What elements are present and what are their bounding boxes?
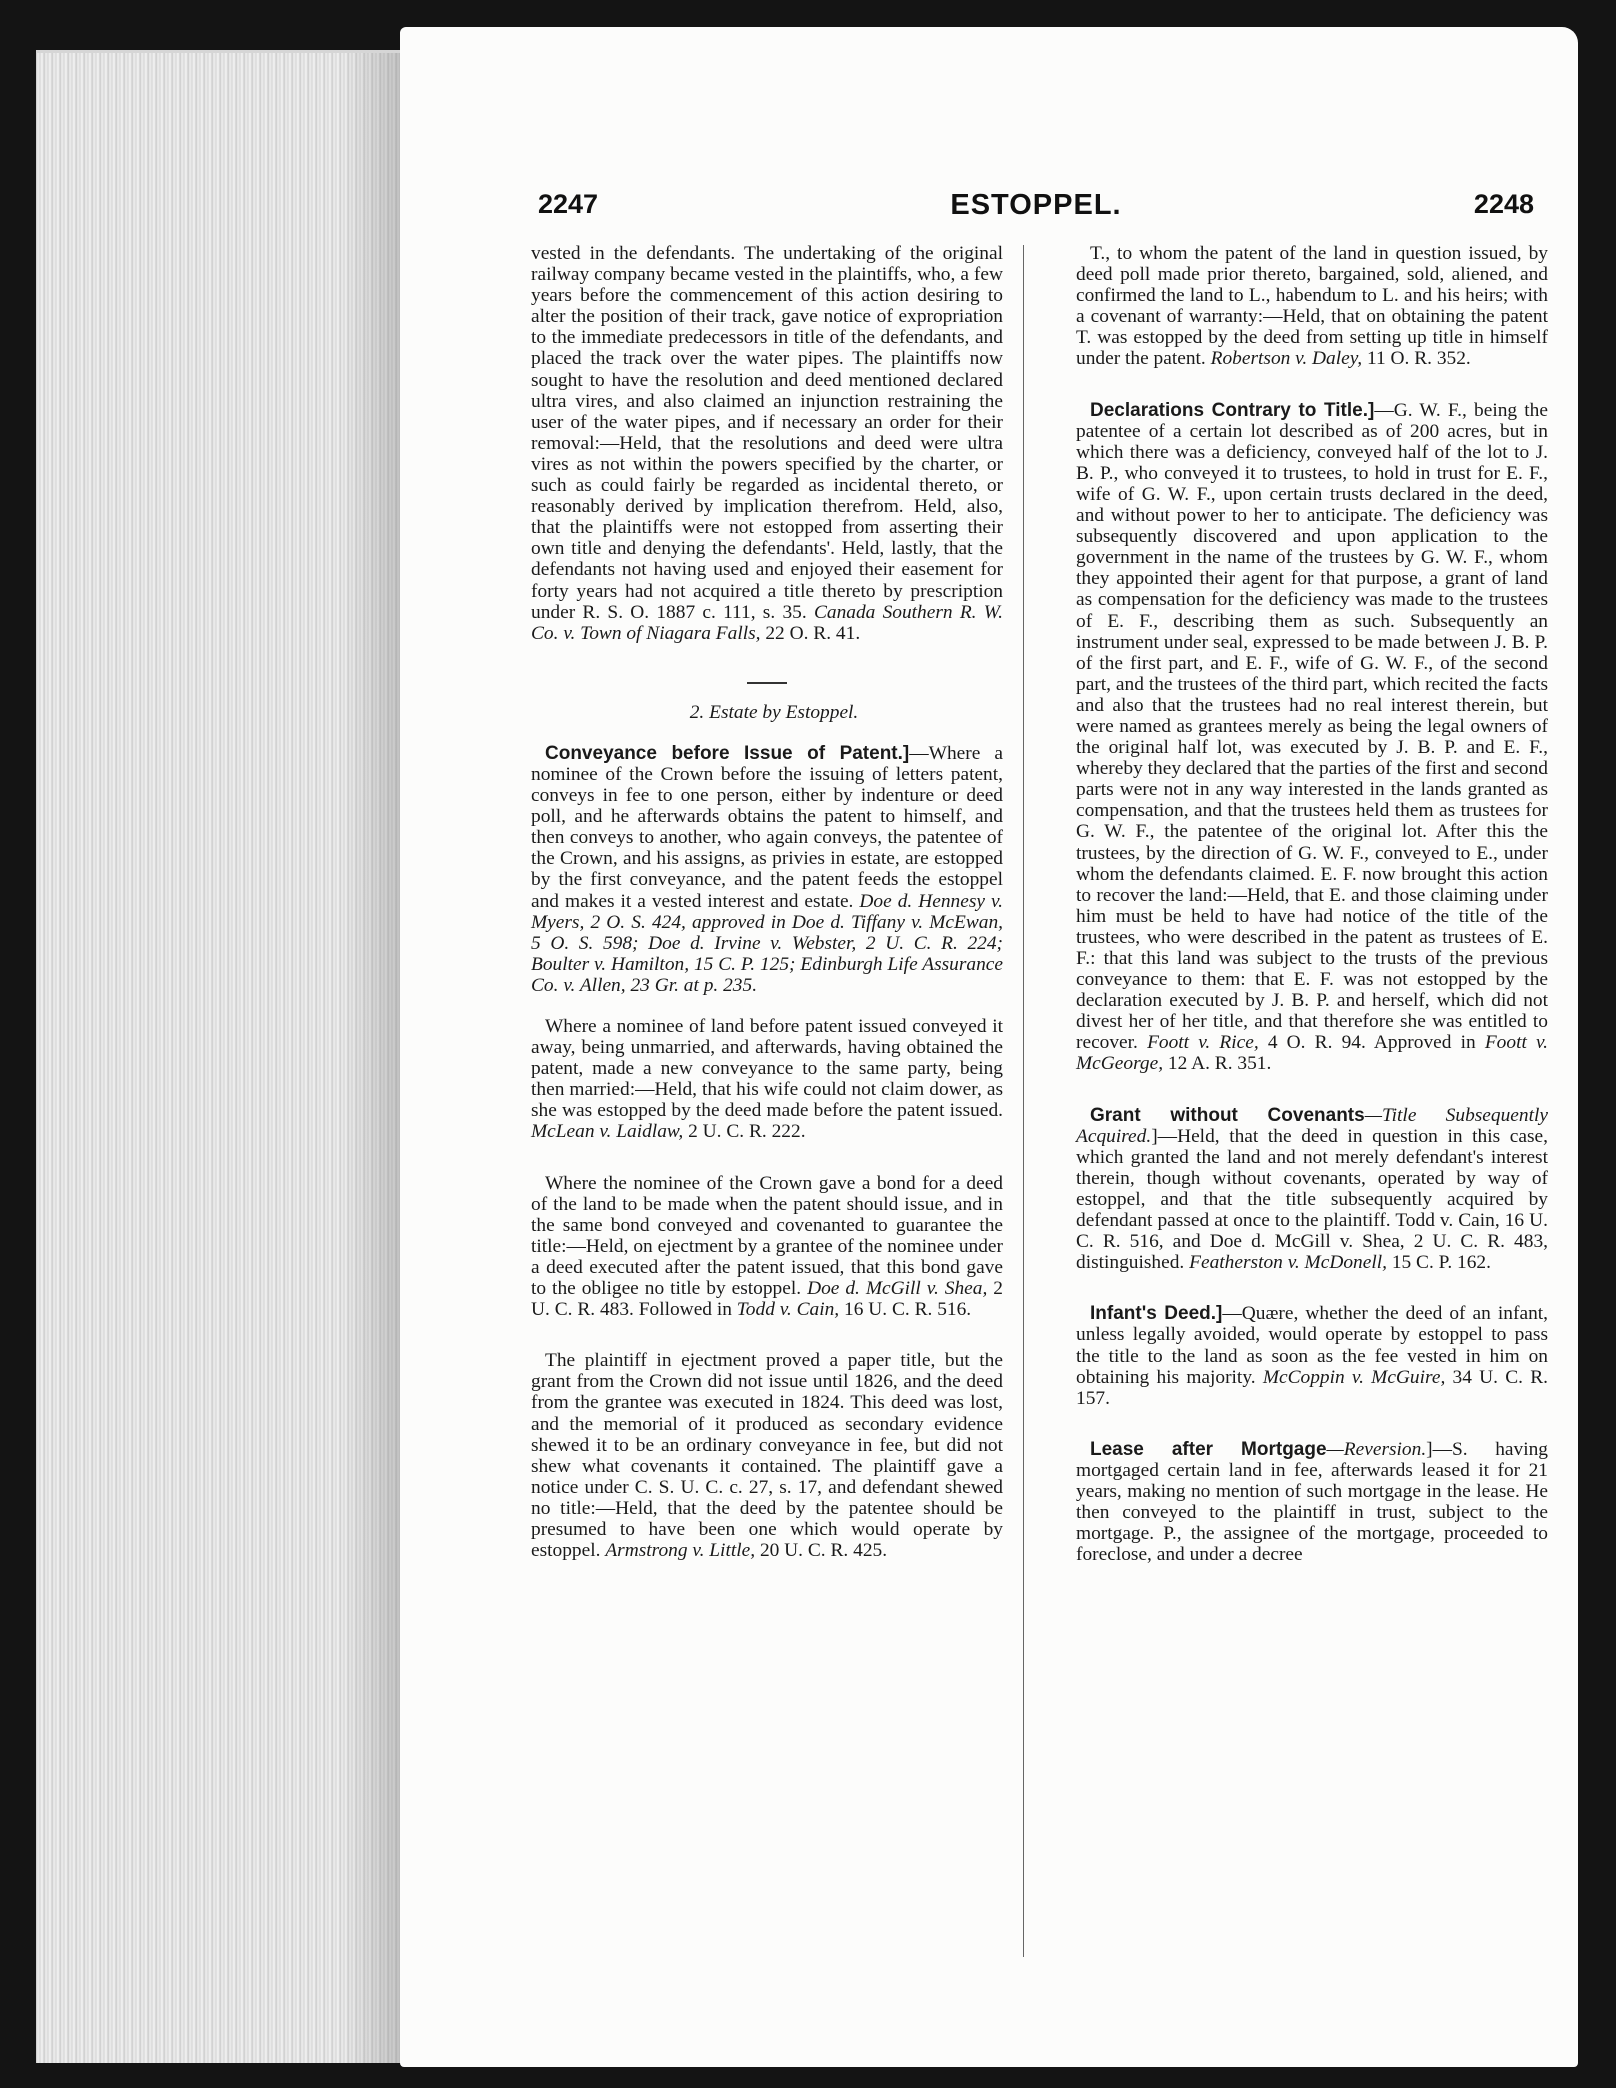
section-title: 2. Estate by Estoppel. [689, 701, 859, 723]
paragraph-heading: Declarations Contrary to Title.] [1090, 399, 1375, 421]
paragraph-heading: Conveyance before Issue of Patent.] [545, 742, 910, 764]
column-divider [1023, 245, 1024, 1957]
page-number-right: 2248 [1473, 189, 1534, 219]
paragraph: Where a nominee of land before patent issued conveyed it away, being unmarried, and afterwards, having obtained the patent, made a new conveyance to the same party, being then married:—Held, that his wife could not claim dower, as she was estopped by the deed made before the patent issued. McLean v. Laidlaw, 2 U. C. R. 222. [531, 1016, 1003, 1143]
paragraph: The plaintiff in ejectment proved a paper title, but the grant from the Crown did not issue until 1826, and the deed from the grantee was executed in 1824. This deed was lost, and the memorial of it produced as secondary evidence shewed it to be an ordinary conveyance in fee, but did not shew what covenants it contained. The plaintiff gave a notice under C. S. U. C. c. 27, s. 17, and defendant shewed no title:—Held, that the deed by the patentee should be presumed to have been one which would operate by estoppel. Armstrong v. Little, 20 U. C. R. 425. [531, 1350, 1003, 1562]
paragraph-heading: Infant's Deed.] [1090, 1303, 1223, 1325]
paragraph: Grant without Covenants—Title Subsequently Acquired.]—Held, that the deed in question in this case, which granted the land and not merely defendant's interest therein, though without covenants, operated by way of estoppel, and that the title subsequently acquired by defendant passed at once to the plaintiff. Todd v. Cain, 16 U. C. R. 516, and Doe d. McGill v. Shea, 2 U. C. R. 483, distinguished. Featherston v. McDonell, 15 C. P. 162. [1076, 1104, 1548, 1274]
paragraph-heading: Grant without Covenants [1090, 1104, 1365, 1126]
book-page [400, 27, 1578, 2067]
paragraph: Lease after Mortgage—Reversion.]—S. having mortgaged certain land in fee, afterwards leased it for 21 years, making no mention of such mortgage in the lease. He then conveyed to the plaintiff in trust, subject to the mortgage. P., the assignee of the mortgage, proceeded to foreclose, and under a decree [1076, 1438, 1548, 1566]
left-column [531, 243, 1003, 1581]
page-number-left: 2247 [538, 189, 599, 219]
paragraph: Conveyance before Issue of Patent.]—Where a nominee of the Crown before the issuing of letters patent, conveys in fee to one person, either by indenture or deed poll, and he afterwards obtains the patent to himself, and then conveys to another, who again conveys, the patentee of the Crown, and his assigns, as privies in estate, are estopped by the first conveyance, and the patent feeds the estoppel and makes it a vested interest and estate. Doe d. Hennesy v. Myers, 2 O. S. 424, approved in Doe d. Tiffany v. McEwan, 5 O. S. 598; Doe d. Irvine v. Webster, 2 U. C. R. 224; Boulter v. Hamilton, 15 C. P. 125; Edinburgh Life Assurance Co. v. Allen, 23 Gr. at p. 235. [531, 742, 1004, 996]
page-title: ESTOPPEL. [950, 189, 1122, 221]
paragraph: T., to whom the patent of the land in question issued, by deed poll made prior thereto, bargained, sold, aliened, and confirmed the land to L., habendum to L. and his heirs; with a covenant of warranty:—Held, that on obtaining the patent T. was estopped by the deed from setting up title in himself under the patent. Robertson v. Daley, 11 O. R. 352. [1076, 243, 1548, 370]
book-page-edges [36, 50, 402, 2063]
running-header [538, 189, 1534, 229]
right-column [1076, 243, 1548, 1585]
section-rule [747, 682, 787, 684]
paragraph: Infant's Deed.]—Quære, whether the deed of an infant, unless legally avoided, would operate by estoppel to pass the title to the land as soon as the fee vested in him on obtaining his majority. McCoppin v. McGuire, 34 U. C. R. 157. [1076, 1303, 1548, 1409]
paragraph: Where the nominee of the Crown gave a bond for a deed of the land to be made when the patent should issue, and in the same bond conveyed and covenanted to guarantee the title:—Held, on ejectment by a grantee of the nominee under a deed executed after the patent issued, that this bond gave to the obligee no title by estoppel. Doe d. McGill v. Shea, 2 U. C. R. 483. Followed in Todd v. Cain, 16 U. C. R. 516. [531, 1172, 1003, 1321]
paragraph: Declarations Contrary to Title.]—G. W. F., being the patentee of a certain lot described as of 200 acres, but in which there was a deficiency, conveyed half of the lot to J. B. P., who conveyed it to trustees, to hold in trust for E. F., wife of G. W. F., upon certain trusts declared in the deed, and without power to her to anticipate. The deficiency was subsequently discovered and upon application to the government in the name of the trustees by G. W. F., whom they appointed their agent for that purpose, a grant of land as compensation for the deficiency was made to the trustees of E. F., describing them as such. Subsequently an instrument under seal, expressed to be made between J. B. P. of the first part, and E. F., wife of G. W. F., of the second part, and the trustees of the third part, which recited the facts and also that the trustees had no real interest therein, but were named as grantees merely as being the legal owners of the original half lot, was executed by J. B. P. and E. F., whereby they declared that the parties of the first and second parts were not in any way interested in the lands granted as compensation, and that the trustees held them as trustees for G. W. F., the patentee of the original lot. After this the trustees, by the direction of G. W. F., conveyed to E., under whom the defendants claimed. E. F. now brought this action to recover the land:—Held, that E. and those claiming under him must be held to have had notice of the title of the trustees, who were described in the patent as trustees of E. F.: that this land was subject to the trusts of the previous conveyance to them: that E. F. was not estopped by the declaration executed by J. B. P. and herself, which did not divest her of her title, and that therefore she was entitled to recover. Foott v. Rice, 4 O. R. 94. Approved in Foott v. McGeorge, 12 A. R. 351. [1076, 399, 1548, 1075]
paragraph: vested in the defendants. The undertaking of the original railway company became vested in the plaintiffs, who, a few years before the commencement of this action desiring to alter the position of their track, gave notice of expropriation to the immediate predecessors in title of the defendants, and placed the track over the water pipes. The plaintiffs now sought to have the resolution and deed mentioned declared ultra vires, and also claimed an injunction restraining the user of the water pipes, and if necessary an order for their removal:—Held, that the resolutions and deed were ultra vires as not within the powers specified by the charter, or such as could fairly be regarded as incidental thereto, or reasonably derived by implication therefrom. Held, also, that the plaintiffs were not estopped from asserting their own title and denying the defendants'. Held, lastly, that the defendants not having used and enjoyed their easement for forty years had not acquired a title thereto by prescription under R. S. O. 1887 c. 111, s. 35. Canada Southern R. W. Co. v. Town of Niagara Falls, 22 O. R. 41. [531, 243, 1003, 644]
paragraph-heading: Lease after Mortgage [1090, 1438, 1327, 1460]
